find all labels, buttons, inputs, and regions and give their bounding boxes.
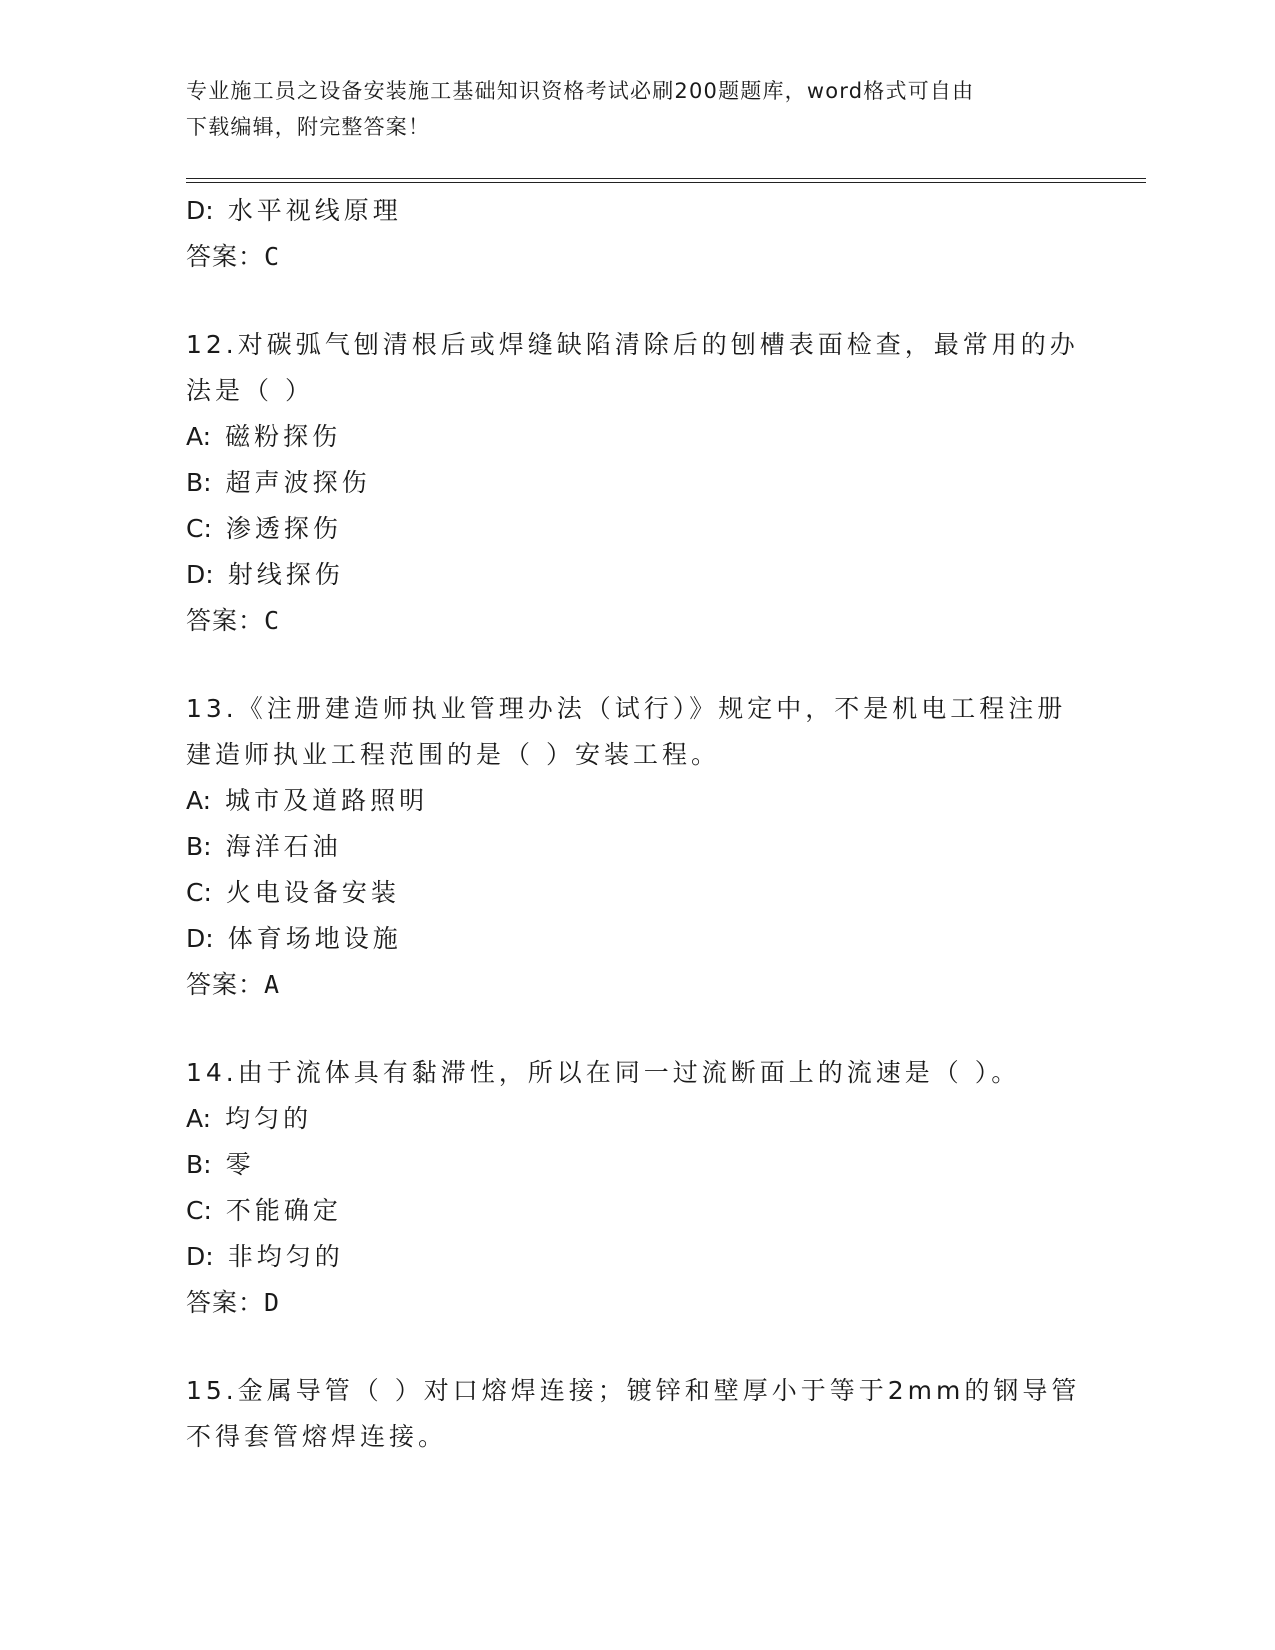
answer-value: C <box>264 242 280 271</box>
option-text: 海洋石油 <box>225 832 342 861</box>
option-key: C: <box>186 514 212 543</box>
question-stem-line: 不得套管熔焊连接。 <box>186 1422 448 1451</box>
option-text: 水平视线原理 <box>227 196 402 225</box>
option-text: 零 <box>225 1150 255 1179</box>
header-rule-top <box>186 178 1146 179</box>
answer-label: 答案： <box>186 1288 265 1317</box>
option-row <box>186 414 1066 460</box>
option-row <box>186 870 1066 916</box>
document-body <box>186 188 1081 1460</box>
question-stem-line: 14.由于流体具有黏滞性，所以在同一过流断面上的流速是（ ）。 <box>186 1058 1021 1087</box>
option-row <box>186 188 1066 234</box>
answer-value: D <box>264 1288 280 1317</box>
answer-label: 答案： <box>186 606 265 635</box>
option-text: 磁粉探伤 <box>225 422 342 451</box>
answer-row <box>186 598 1066 644</box>
option-row <box>186 552 1066 598</box>
option-key: B: <box>186 832 212 861</box>
option-key: D: <box>186 924 214 953</box>
question-13 <box>186 686 1066 1008</box>
option-key: A: <box>186 422 212 451</box>
option-key: A: <box>186 1104 212 1133</box>
option-row <box>186 824 1066 870</box>
option-key: B: <box>186 1150 212 1179</box>
option-row <box>186 1096 1066 1142</box>
option-key: C: <box>186 878 212 907</box>
answer-value: A <box>264 970 280 999</box>
option-row <box>186 506 1066 552</box>
option-row <box>186 1188 1066 1234</box>
document-header <box>186 73 1076 145</box>
answer-label: 答案： <box>186 970 265 999</box>
option-key: D: <box>186 196 214 225</box>
header-line-2: 下载编辑，附完整答案！ <box>186 115 431 139</box>
option-row <box>186 460 1066 506</box>
option-text: 不能确定 <box>225 1196 342 1225</box>
option-key: A: <box>186 786 212 815</box>
option-key: B: <box>186 468 212 497</box>
spacer <box>186 644 1066 686</box>
option-text: 射线探伤 <box>227 560 344 589</box>
question-stem-line: 15.金属导管（ ）对口熔焊连接；镀锌和壁厚小于等于2mm的钢导管 <box>186 1376 1081 1405</box>
spacer <box>186 280 1066 322</box>
question-stem-line: 12.对碳弧气刨清根后或焊缝缺陷清除后的刨槽表面检查，最常用的办 <box>186 330 1079 359</box>
header-line-1: 专业施工员之设备安装施工基础知识资格考试必刷200题题库，word格式可自由 <box>186 79 975 103</box>
option-row <box>186 1234 1066 1280</box>
question-stem-line: 法是（ ） <box>186 376 314 405</box>
answer-value: C <box>264 606 280 635</box>
header-rule-bottom <box>186 182 1146 183</box>
spacer <box>186 1326 1066 1368</box>
option-text: 城市及道路照明 <box>225 786 429 815</box>
spacer <box>186 1008 1066 1050</box>
option-key: D: <box>186 560 214 589</box>
question-14 <box>186 1050 1066 1326</box>
option-row <box>186 778 1066 824</box>
option-text: 体育场地设施 <box>227 924 402 953</box>
option-key: D: <box>186 1242 214 1271</box>
option-text: 火电设备安装 <box>225 878 400 907</box>
question-stem-line: 建造师执业工程范围的是（ ）安装工程。 <box>186 740 720 769</box>
option-text: 均匀的 <box>225 1104 313 1133</box>
option-row <box>186 916 1066 962</box>
answer-row <box>186 1280 1066 1326</box>
answer-row <box>186 962 1066 1008</box>
question-15 <box>186 1368 1081 1460</box>
answer-row <box>186 234 1066 280</box>
option-text: 非均匀的 <box>227 1242 344 1271</box>
option-row <box>186 1142 1066 1188</box>
option-text: 超声波探伤 <box>225 468 371 497</box>
question-12 <box>186 322 1079 644</box>
option-key: C: <box>186 1196 212 1225</box>
question-stem-line: 13.《注册建造师执业管理办法（试行）》规定中，不是机电工程注册 <box>186 694 1067 723</box>
option-text: 渗透探伤 <box>225 514 342 543</box>
answer-label: 答案： <box>186 242 265 271</box>
